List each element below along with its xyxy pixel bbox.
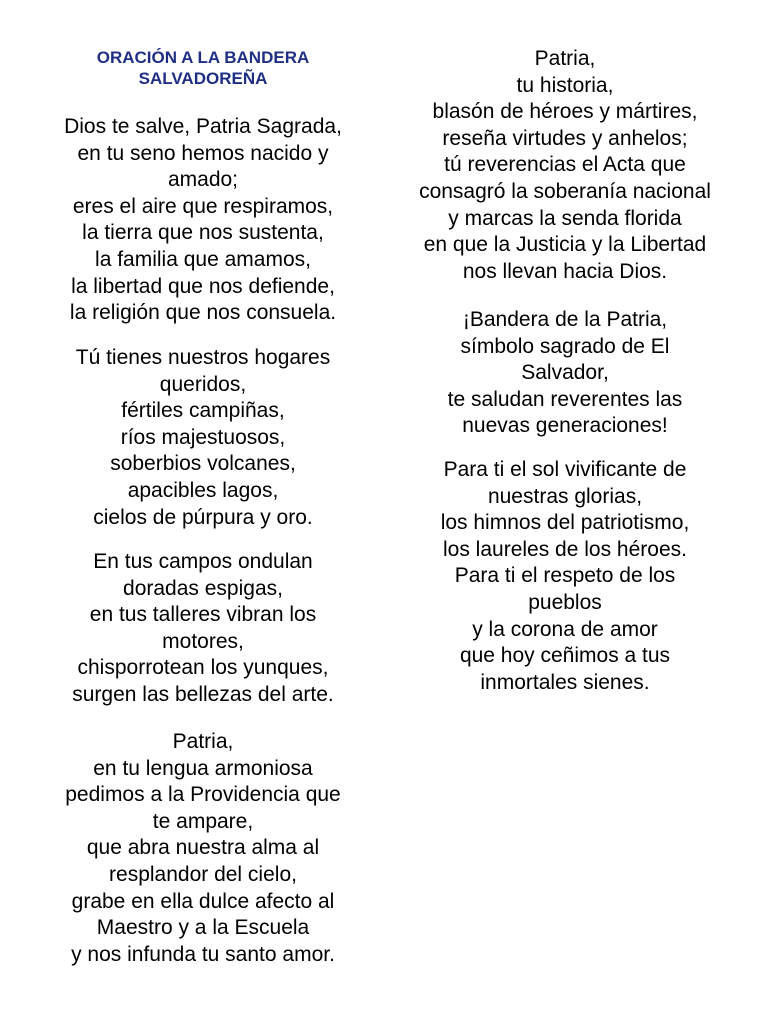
poem-line: los laureles de los héroes. bbox=[443, 537, 687, 561]
stanza bbox=[30, 345, 376, 531]
poem-line: inmortales sienes. bbox=[480, 670, 650, 694]
poem-line: y nos infunda tu santo amor. bbox=[71, 942, 335, 966]
poem-line: soberbios volcanes, bbox=[110, 452, 296, 476]
poem-line: motores, bbox=[162, 629, 244, 653]
poem-line: te saludan reverentes las bbox=[447, 387, 683, 411]
poem-line: que abra nuestra alma al bbox=[86, 836, 320, 860]
poem-line: Para ti el respeto de los bbox=[454, 564, 676, 588]
stanza bbox=[30, 114, 376, 327]
poem-line: nuestras glorias, bbox=[487, 484, 643, 508]
poem-line: grabe en ella dulce afecto al bbox=[71, 889, 335, 913]
poem-line: Maestro y a la Escuela bbox=[96, 916, 310, 940]
stanza bbox=[392, 46, 738, 285]
poem-line: reseña virtudes y anhelos; bbox=[442, 126, 688, 150]
poem-line: la familia que amamos, bbox=[95, 247, 311, 271]
poem-line: apacibles lagos, bbox=[127, 478, 279, 502]
poem-line: los himnos del patriotismo, bbox=[440, 511, 690, 535]
poem-line: chisporrotean los yunques, bbox=[77, 656, 329, 680]
poem-line: blasón de héroes y mártires, bbox=[432, 100, 698, 124]
poem-line: pueblos bbox=[528, 590, 602, 614]
page-title bbox=[30, 47, 376, 89]
poem-line: nos llevan hacia Dios. bbox=[462, 259, 668, 283]
poem-line: y la corona de amor bbox=[472, 617, 658, 641]
poem-line: nuevas generaciones! bbox=[462, 414, 668, 438]
poem-line: Salvador, bbox=[521, 361, 609, 385]
poem-line: pedimos a la Providencia que bbox=[65, 783, 341, 807]
poem-line: Patria, bbox=[172, 730, 234, 753]
stanza bbox=[30, 549, 376, 709]
stanza bbox=[392, 457, 738, 696]
poem-line: ¡Bandera de la Patria, bbox=[462, 308, 668, 331]
poem-line: y marcas la senda florida bbox=[448, 206, 682, 230]
poem-line: fértiles campiñas, bbox=[121, 399, 285, 423]
poem-line: amado; bbox=[167, 168, 239, 192]
title-line: ORACIÓN A LA BANDERA bbox=[96, 48, 310, 67]
poem-line: Tú tienes nuestros hogares bbox=[75, 346, 331, 369]
stanza bbox=[30, 729, 376, 968]
poem-line: en que la Justicia y la Libertad bbox=[423, 233, 707, 257]
poem-line: tú reverencias el Acta que bbox=[444, 153, 686, 177]
poem-line: en tu seno hemos nacido y bbox=[77, 141, 329, 165]
poem-line: ríos majestuosos, bbox=[120, 425, 286, 449]
poem-line: cielos de púrpura y oro. bbox=[93, 505, 313, 529]
poem-line: surgen las bellezas del arte. bbox=[72, 682, 334, 706]
poem-line: Para ti el sol vivificante de bbox=[443, 458, 687, 481]
poem-line: te ampare, bbox=[152, 809, 254, 833]
poem-line: Patria, bbox=[534, 47, 596, 70]
poem-line: la libertad que nos defiende, bbox=[71, 274, 335, 298]
poem-line: resplandor del cielo, bbox=[109, 862, 297, 886]
poem-line: la religión que nos consuela. bbox=[69, 301, 337, 325]
stanza bbox=[392, 307, 738, 440]
poem-line: que hoy ceñimos a tus bbox=[459, 644, 671, 668]
poem-line: eres el aire que respiramos, bbox=[72, 194, 334, 218]
poem-line: en tu lengua armoniosa bbox=[93, 756, 313, 780]
poem-line: en tus talleres vibran los bbox=[89, 603, 317, 627]
poem-line: doradas espigas, bbox=[123, 576, 283, 600]
poem-line: queridos, bbox=[159, 372, 247, 396]
poem-line: símbolo sagrado de El bbox=[460, 334, 670, 358]
poem-line: consagró la soberanía nacional bbox=[419, 179, 711, 203]
poem-line: Dios te salve, Patria Sagrada, bbox=[64, 115, 342, 138]
poem-line: la tierra que nos sustenta, bbox=[82, 221, 324, 245]
poem-line: En tus campos ondulan bbox=[93, 550, 313, 573]
poem-line: tu historia, bbox=[516, 73, 614, 97]
title-line: SALVADOREÑA bbox=[138, 69, 268, 88]
